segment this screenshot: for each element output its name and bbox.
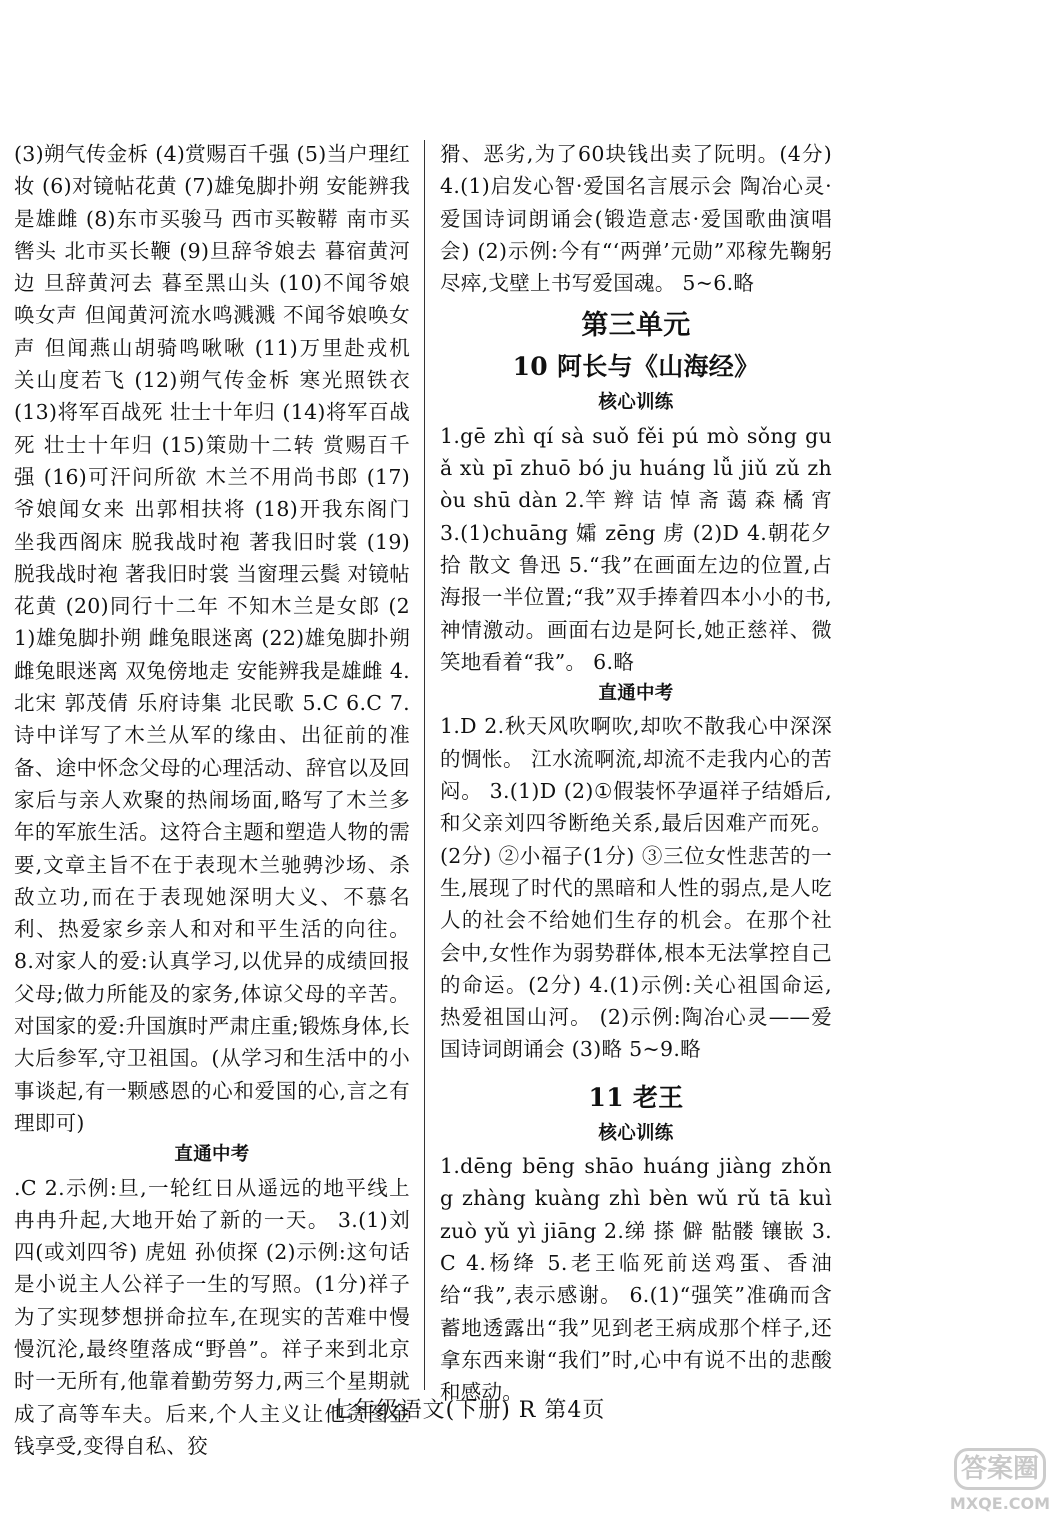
lesson10-title: 10 阿长与《山海经》 <box>512 352 760 382</box>
watermark-url: MXQE.COM <box>949 1494 1051 1513</box>
left-column <box>14 138 410 1458</box>
unit-title: 第三单元 <box>581 310 691 342</box>
lesson11-core-heading: 核心训练 <box>598 1122 674 1144</box>
lesson10-core-text: 1.gē zhì qí sà suǒ fěi pú mò sǒng guǎ xù pī zhuō bó ju huáng lǚ jiǔ zǔ zhòu shū dàn 2.竿 辫 诘 悼 斋 蔼 森 橘 宵 3.(1)chuāng 孀 zēng 虏 (2)D 4.朝花夕拾 散文 鲁迅 5.“我”在画面左边的位置,占海报一半位置;“我”双手捧着四本小小的书,神情激动。画面右边是阿长,她正慈祥、微笑地看着“我”。 6.略 <box>440 423 832 674</box>
lesson10-core-heading: 核心训练 <box>598 392 674 414</box>
left-exam-heading: 直通中考 <box>174 1144 250 1166</box>
watermark <box>945 1448 1055 1514</box>
right-intro-text: 猾、恶劣,为了60块钱出卖了阮明。(4分) 4.(1)启发心智·爱国名言展示会 陶冶心灵·爱国诗词朗诵会(锻造意志·爱国歌曲演唱会) (2)示例:今有“‘两弹’元勋”邓稼先鞠躬尽瘁,戈壁上书写爱国魂。 5~6.略 <box>440 142 832 296</box>
left-exam-text: .C 2.示例:旦,一轮红日从遥远的地平线上冉冉升起,大地开始了新的一天。 3.(1)刘四(或刘四爷) 虎妞 孙侦探 (2)示例:这句话是小说主人公祥子一生的写照。(1分)祥子为了实现梦想拼命拉车,在现实的苦难中慢慢沉沦,最终堕落成“野兽”。祥子来到北京时一无所有,他靠着勤劳努力,两三个星期就成了高等车夫。后来,个人主义让他贪图金钱享受,变得自私、狡 <box>14 1175 410 1458</box>
lesson10-exam-heading: 直通中考 <box>598 683 674 705</box>
lesson10-exam-text: 1.D 2.秋天风吹啊吹,却吹不散我心中深深的惆怅。 江水流啊流,却流不走我内心的苦闷。 3.(1)D (2)①假装怀孕逼祥子结婚后,和父亲刘四爷断绝关系,最后因难产而死。(2分) ②小福子(1分) ③三位女性悲苦的一生,展现了时代的黑暗和人性的弱点,是人吃人的社会不给她们生存的机会。在那个社会中,女性作为弱势群体,根本无法掌控自己的命运。(2分) 4.(1)示例:关心祖国命运,热爱祖国山河。 (2)示例:陶冶心灵——爱国诗词朗诵会 (3)略 5~9.略 <box>440 714 832 1062</box>
left-answer-text: (3)朔气传金柝 (4)赏赐百千强 (5)当户理红妆 (6)对镜帖花黄 (7)雄兔脚扑朔 安能辨我是雄雌 (8)东市买骏马 西市买鞍鞯 南市买辔头 北市买长鞭 (9)旦辞爷娘去 暮宿黄河边 旦辞黄河去 暮至黑山头 (10)不闻爷娘唤女声 但闻黄河流水鸣溅溅 不闻爷娘唤女声 但闻燕山胡骑鸣啾啾 (11)万里赴戎机 关山度若飞 (12)朔气传金柝 寒光照铁衣 (13)将军百战死 壮士十年归 (14)将军百战死 壮士十年归 (15)策勋十二转 赏赐百千强 (16)可汗问所欲 木兰不用尚书郎 (17)爷娘闻女来 出郭相扶将 (18)开我东阁门 坐我西阁床 脱我战时袍 著我旧时裳 (19)脱我战时袍 著我旧时裳 当窗理云鬓 对镜帖花黄 (20)同行十二年 不知木兰是女郎 (21)雄兔脚扑朔 雌兔眼迷离 (22)雄兔脚扑朔 雌兔眼迷离 双兔傍地走 安能辨我是雄雌 4.北宋 郭茂倩 乐府诗集 北民歌 5.C 6.C 7.诗中详写了木兰从军的缘由、出征前的准备、途中怀念父母的心理活动、辞官以及回家后与亲人欢聚的热闹场面,略写了木兰多年的军旅生活。这符合主题和塑造人物的需要,文章主旨不在于表现木兰驰骋沙场、杀敌立功,而在于表现她深明大义、不慕名利、热爱家乡亲人和对和平生活的向往。 8.对家人的爱:认真学习,以优异的成绩回报父母;做力所能及的家务,体谅父母的辛苦。对国家的爱:升国旗时严肃庄重;锻炼身体,长大后参军,守卫祖国。(从学习和生活中的小事谈起,有一颗感恩的心和爱国的心,言之有理即可) <box>14 142 410 1135</box>
column-divider <box>424 140 425 1390</box>
right-column <box>440 138 832 1405</box>
lesson11-title: 11 老王 <box>588 1082 684 1112</box>
lesson11-core-text: 1.dēng bēng shāo huáng jiàng zhǒng zhàng kuàng zhì bèn wǔ rǔ tā kuì zuò yǔ yì jiāng 2.绨 搽 僻 骷髅 镶嵌 3.C 4.杨绛 5.老王临死前送鸡蛋、香油给“我”,表示感谢。 6.(1)“强笑”准确而含蓄地透露出“我”见到老王病成那个样子,还拿东西来谢“我们”时,心中有说不出的悲酸和感动。 <box>440 1154 832 1405</box>
page-footer: 七年级语文(下册) R 第4页 <box>330 1398 606 1423</box>
watermark-logo: 答案圈 <box>954 1448 1046 1490</box>
